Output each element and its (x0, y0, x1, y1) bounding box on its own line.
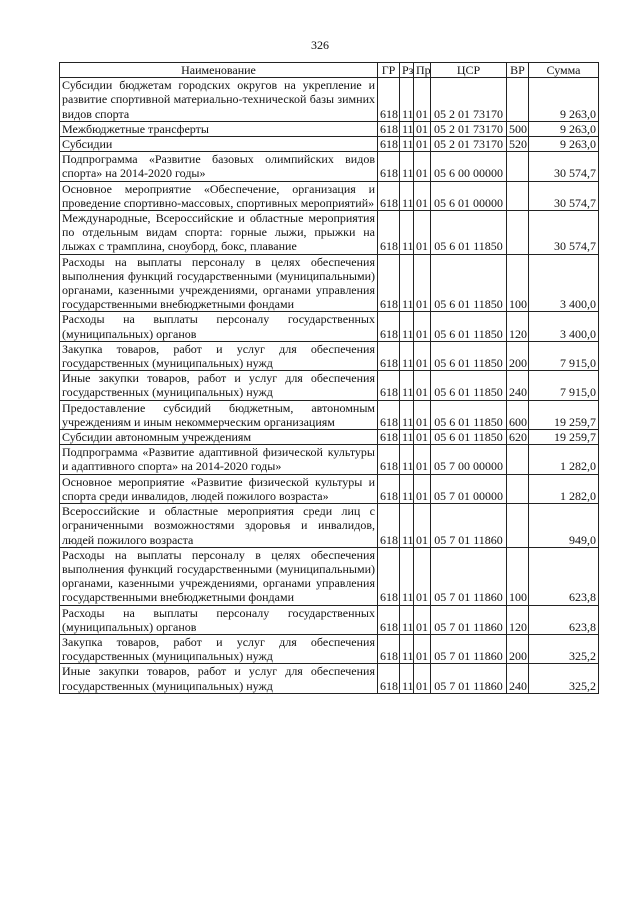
cell-sum: 325,2 (529, 664, 599, 693)
cell-pr: 01 (414, 211, 431, 255)
cell-pr: 01 (414, 254, 431, 312)
table-row (60, 371, 599, 400)
cell-name: Расходы на выплаты персоналу в целях обеспечения выполнения функций государственными (муниципальными) органами, казенными учреждениями, органами управления государственными внебюджетными фондами (60, 547, 378, 605)
cell-vr: 200 (507, 634, 529, 663)
cell-sum: 623,8 (529, 605, 599, 634)
header-gr: ГР (378, 63, 400, 78)
cell-name: Субсидии (60, 137, 378, 152)
cell-name: Подпрограмма «Развитие адаптивной физической культуры и адаптивного спорта» на 2014-2020 годы» (60, 445, 378, 474)
cell-sum: 30 574,7 (529, 152, 599, 181)
cell-gr: 618 (378, 547, 400, 605)
cell-sum: 30 574,7 (529, 211, 599, 255)
cell-rz: 11 (400, 312, 414, 341)
cell-csr: 05 7 01 11860 (431, 547, 507, 605)
cell-sum: 7 915,0 (529, 371, 599, 400)
cell-gr: 618 (378, 430, 400, 445)
table-row (60, 152, 599, 181)
cell-name: Иные закупки товаров, работ и услуг для обеспечения государственных (муниципальных) нужд (60, 664, 378, 693)
cell-rz: 11 (400, 254, 414, 312)
cell-sum: 949,0 (529, 504, 599, 548)
cell-gr: 618 (378, 474, 400, 503)
cell-csr: 05 7 01 11860 (431, 634, 507, 663)
cell-gr: 618 (378, 181, 400, 210)
header-vr: ВР (507, 63, 529, 78)
cell-gr: 618 (378, 504, 400, 548)
cell-sum: 9 263,0 (529, 78, 599, 122)
header-row (60, 63, 599, 78)
table-row (60, 547, 599, 605)
cell-name: Субсидии автономным учреждениям (60, 430, 378, 445)
cell-csr: 05 6 01 11850 (431, 430, 507, 445)
cell-name: Расходы на выплаты персоналу государственных (муниципальных) органов (60, 605, 378, 634)
cell-pr: 01 (414, 400, 431, 429)
cell-pr: 01 (414, 137, 431, 152)
cell-pr: 01 (414, 152, 431, 181)
cell-rz: 11 (400, 445, 414, 474)
table-row (60, 78, 599, 122)
cell-vr: 620 (507, 430, 529, 445)
cell-name: Основное мероприятие «Развитие физической культуры и спорта среди инвалидов, людей пожилого возраста» (60, 474, 378, 503)
cell-pr: 01 (414, 547, 431, 605)
cell-csr: 05 6 01 00000 (431, 181, 507, 210)
cell-gr: 618 (378, 664, 400, 693)
cell-name: Всероссийские и областные мероприятия среди лиц с ограниченными возможностями здоровья и инвалидов, людей пожилого возраста (60, 504, 378, 548)
cell-vr: 200 (507, 341, 529, 370)
cell-name: Предоставление субсидий бюджетным, автономным учреждениям и иным некоммерческим организациям (60, 400, 378, 429)
cell-rz: 11 (400, 605, 414, 634)
cell-pr: 01 (414, 445, 431, 474)
cell-name: Подпрограмма «Развитие базовых олимпийских видов спорта» на 2014-2020 годы» (60, 152, 378, 181)
table-row (60, 430, 599, 445)
cell-pr: 01 (414, 605, 431, 634)
cell-name: Расходы на выплаты персоналу в целях обеспечения выполнения функций государственными (муниципальными) органами, казенными учреждениями, органами управления государственными внебюджетными фондами (60, 254, 378, 312)
header-sum: Сумма (529, 63, 599, 78)
cell-pr: 01 (414, 181, 431, 210)
cell-sum: 1 282,0 (529, 445, 599, 474)
cell-pr: 01 (414, 371, 431, 400)
cell-vr: 120 (507, 312, 529, 341)
cell-name: Расходы на выплаты персоналу государственных (муниципальных) органов (60, 312, 378, 341)
cell-sum: 325,2 (529, 634, 599, 663)
cell-gr: 618 (378, 605, 400, 634)
cell-pr: 01 (414, 634, 431, 663)
cell-gr: 618 (378, 254, 400, 312)
table-row (60, 181, 599, 210)
cell-rz: 11 (400, 547, 414, 605)
cell-rz: 11 (400, 504, 414, 548)
cell-vr: 240 (507, 664, 529, 693)
cell-name: Основное мероприятие «Обеспечение, организация и проведение спортивно-массовых, спортивных мероприятий» (60, 181, 378, 210)
cell-sum: 30 574,7 (529, 181, 599, 210)
cell-name: Иные закупки товаров, работ и услуг для обеспечения государственных (муниципальных) нужд (60, 371, 378, 400)
cell-name: Межбюджетные трансферты (60, 121, 378, 136)
cell-rz: 11 (400, 137, 414, 152)
cell-pr: 01 (414, 430, 431, 445)
cell-rz: 11 (400, 78, 414, 122)
table-row (60, 605, 599, 634)
cell-rz: 11 (400, 371, 414, 400)
cell-vr: 500 (507, 121, 529, 136)
cell-pr: 01 (414, 78, 431, 122)
cell-csr: 05 6 01 11850 (431, 400, 507, 429)
cell-vr: 100 (507, 547, 529, 605)
cell-rz: 11 (400, 121, 414, 136)
table-row (60, 634, 599, 663)
cell-rz: 11 (400, 181, 414, 210)
table-row (60, 137, 599, 152)
cell-sum: 3 400,0 (529, 312, 599, 341)
cell-vr (507, 152, 529, 181)
cell-csr: 05 6 01 11850 (431, 211, 507, 255)
cell-rz: 11 (400, 430, 414, 445)
cell-gr: 618 (378, 78, 400, 122)
cell-csr: 05 2 01 73170 (431, 121, 507, 136)
cell-pr: 01 (414, 312, 431, 341)
cell-gr: 618 (378, 445, 400, 474)
cell-csr: 05 6 01 11850 (431, 341, 507, 370)
cell-sum: 1 282,0 (529, 474, 599, 503)
cell-sum: 3 400,0 (529, 254, 599, 312)
cell-sum: 623,8 (529, 547, 599, 605)
table-row (60, 474, 599, 503)
cell-gr: 618 (378, 312, 400, 341)
table-row (60, 504, 599, 548)
cell-csr: 05 6 01 11850 (431, 371, 507, 400)
cell-csr: 05 6 00 00000 (431, 152, 507, 181)
cell-vr: 600 (507, 400, 529, 429)
table-row (60, 254, 599, 312)
cell-gr: 618 (378, 137, 400, 152)
header-csr: ЦСР (431, 63, 507, 78)
cell-gr: 618 (378, 152, 400, 181)
cell-pr: 01 (414, 504, 431, 548)
budget-table (59, 62, 599, 694)
cell-vr: 120 (507, 605, 529, 634)
cell-pr: 01 (414, 341, 431, 370)
cell-vr (507, 445, 529, 474)
cell-csr: 05 6 01 11850 (431, 254, 507, 312)
cell-vr: 100 (507, 254, 529, 312)
table-row (60, 211, 599, 255)
table-row (60, 312, 599, 341)
cell-name: Закупка товаров, работ и услуг для обеспечения государственных (муниципальных) нужд (60, 634, 378, 663)
table-row (60, 400, 599, 429)
cell-vr: 520 (507, 137, 529, 152)
cell-csr: 05 6 01 11850 (431, 312, 507, 341)
cell-gr: 618 (378, 341, 400, 370)
cell-gr: 618 (378, 400, 400, 429)
cell-csr: 05 7 00 00000 (431, 445, 507, 474)
table-body (60, 78, 599, 694)
cell-csr: 05 7 01 11860 (431, 605, 507, 634)
cell-name: Закупка товаров, работ и услуг для обеспечения государственных (муниципальных) нужд (60, 341, 378, 370)
header-rz: Рз (400, 63, 414, 78)
cell-gr: 618 (378, 371, 400, 400)
cell-vr (507, 181, 529, 210)
cell-csr: 05 2 01 73170 (431, 137, 507, 152)
table-row (60, 341, 599, 370)
cell-csr: 05 7 01 11860 (431, 504, 507, 548)
page-number: 326 (311, 38, 329, 52)
cell-rz: 11 (400, 664, 414, 693)
cell-name: Международные, Всероссийские и областные мероприятия по отдельным видам спорта: горные лыжи, прыжки на лыжах с трамплина, сноуборд, бокс, плавание (60, 211, 378, 255)
cell-sum: 9 263,0 (529, 121, 599, 136)
table-row (60, 664, 599, 693)
cell-rz: 11 (400, 400, 414, 429)
cell-csr: 05 7 01 11860 (431, 664, 507, 693)
cell-gr: 618 (378, 211, 400, 255)
header-name: Наименование (60, 63, 378, 78)
cell-gr: 618 (378, 121, 400, 136)
cell-gr: 618 (378, 634, 400, 663)
cell-pr: 01 (414, 664, 431, 693)
cell-rz: 11 (400, 211, 414, 255)
cell-pr: 01 (414, 474, 431, 503)
cell-rz: 11 (400, 152, 414, 181)
header-pr: Пр (414, 63, 431, 78)
cell-csr: 05 2 01 73170 (431, 78, 507, 122)
cell-pr: 01 (414, 121, 431, 136)
cell-rz: 11 (400, 341, 414, 370)
cell-vr (507, 78, 529, 122)
cell-vr: 240 (507, 371, 529, 400)
cell-rz: 11 (400, 634, 414, 663)
cell-sum: 19 259,7 (529, 400, 599, 429)
cell-vr (507, 504, 529, 548)
cell-sum: 19 259,7 (529, 430, 599, 445)
cell-csr: 05 7 01 00000 (431, 474, 507, 503)
cell-vr (507, 211, 529, 255)
table-row (60, 445, 599, 474)
cell-vr (507, 474, 529, 503)
table-row (60, 121, 599, 136)
cell-sum: 9 263,0 (529, 137, 599, 152)
cell-sum: 7 915,0 (529, 341, 599, 370)
cell-name: Субсидии бюджетам городских округов на укрепление и развитие спортивной материально-технической базы зимних видов спорта (60, 78, 378, 122)
cell-rz: 11 (400, 474, 414, 503)
